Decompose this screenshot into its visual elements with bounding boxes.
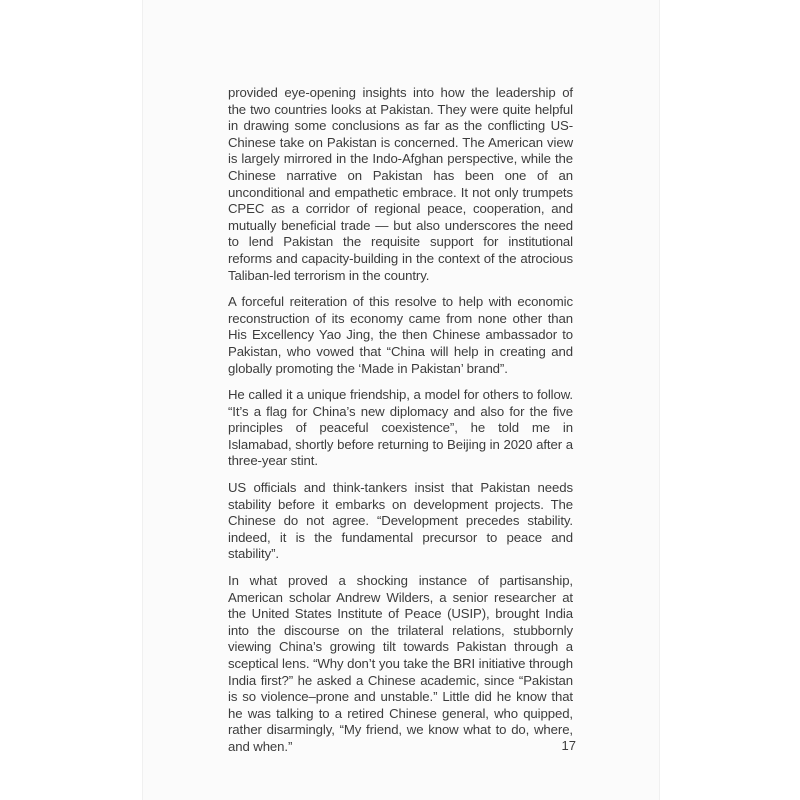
paragraph-2: A forceful reiteration of this resolve to help with economic reconstruction of its economy came from none other than His Excellency Yao Jing, the then Chinese ambassador to Pakistan, who vowed that “China will help in creating and globally promoting the ‘Made in Pakistan’ brand”. [228, 294, 573, 376]
paragraph-5: In what proved a shocking instance of partisanship, American scholar Andrew Wilders, a senior researcher at the United States Institute of Peace (USIP), brought India into the discourse on the trilateral relations, stubbornly viewing China’s growing tilt towards Pakistan through a sceptical lens. “Why don’t you take the BRI initiative through India first?” he asked a Chinese academic, since “Pakistan is so violence–prone and unstable.” Little did he know that he was talking to a retired Chinese general, who quipped, rather disarmingly, “My friend, we know what to do, where, and when.” [228, 573, 573, 754]
body-text [228, 85, 573, 766]
paragraph-3: He called it a unique friendship, a model for others to follow. “It’s a flag for China’s new diplomacy and also for the five principles of peaceful coexistence”, he told me in Islamabad, shortly before returning to Beijing in 2020 after a three-year stint. [228, 387, 573, 469]
paragraph-4: US officials and think-tankers insist that Pakistan needs stability before it embarks on development projects. The Chinese do not agree. “Development precedes stability. indeed, it is the fundamental precursor to peace and stability”. [228, 480, 573, 562]
paragraph-1: provided eye-opening insights into how the leadership of the two countries looks at Pakistan. They were quite helpful in drawing some conclusions as far as the conflicting US-Chinese take on Pakistan is concerned. The American view is largely mirrored in the Indo-Afghan perspective, while the Chinese narrative on Pakistan has been one of an unconditional and empathetic embrace. It not only trumpets CPEC as a corridor of regional peace, cooperation, and mutually beneficial trade — but also underscores the need to lend Pakistan the requisite support for institutional reforms and capacity-building in the context of the atrocious Taliban-led terrorism in the country. [228, 85, 573, 283]
page-number: 17 [561, 738, 576, 753]
